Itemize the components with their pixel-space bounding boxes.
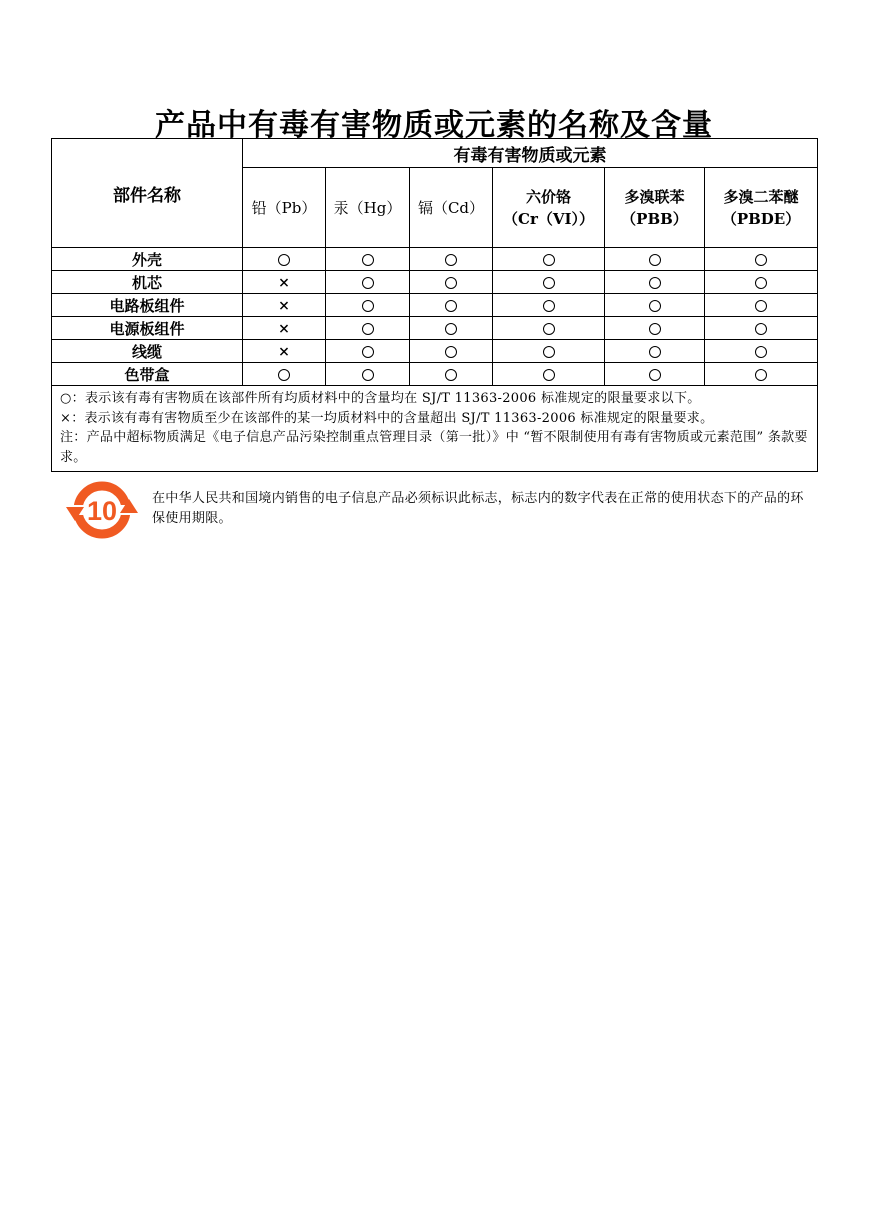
column-header-line2: （PBDE） bbox=[721, 209, 801, 228]
note-circle-definition: ○：表示该有毒有害物质在该部件所有均质材料中的含量均在 SJ/T 11363-2006 标准规定的限量要求以下。 bbox=[60, 391, 701, 406]
compliant-mark-cell bbox=[243, 363, 326, 386]
compliant-mark-cell bbox=[493, 340, 605, 363]
epup-description: 在中华人民共和国境内销售的电子信息产品必须标识此标志，标志内的数字代表在正常的使用状态下的产品的环保使用期限。 bbox=[152, 491, 804, 526]
circle-mark-icon bbox=[543, 300, 555, 312]
epup-number: 10 bbox=[86, 496, 118, 526]
compliant-mark-cell bbox=[705, 294, 818, 317]
page-title: 产品中有毒有害物质或元素的名称及含量 bbox=[155, 108, 713, 143]
circle-mark-icon bbox=[362, 369, 374, 381]
substance-column-header bbox=[326, 168, 410, 248]
part-name-cell: 外壳 bbox=[52, 248, 243, 271]
column-header-line1: 汞（Hg） bbox=[333, 198, 402, 217]
substance-column-header bbox=[605, 168, 705, 248]
substance-group-header: 有毒有害物质或元素 bbox=[243, 139, 818, 168]
circle-mark-icon bbox=[445, 277, 457, 289]
circle-mark-icon bbox=[362, 300, 374, 312]
exceeds-mark-cell bbox=[243, 317, 326, 340]
compliant-mark-cell bbox=[410, 248, 493, 271]
circle-mark-icon bbox=[649, 323, 661, 335]
compliant-mark-cell bbox=[705, 248, 818, 271]
column-header-line2: （Cr（VI）） bbox=[503, 209, 594, 228]
circle-mark-icon bbox=[755, 323, 767, 335]
compliant-mark-cell bbox=[243, 248, 326, 271]
column-header-line1: 多溴联苯 bbox=[624, 187, 685, 206]
note-cross-definition: ×：表示该有毒有害物质至少在该部件的某一均质材料中的含量超出 SJ/T 11363-2006 标准规定的限量要求。 bbox=[60, 410, 714, 426]
circle-mark-icon bbox=[755, 254, 767, 266]
compliant-mark-cell bbox=[326, 271, 410, 294]
circle-mark-icon bbox=[362, 346, 374, 358]
circle-mark-icon bbox=[362, 323, 374, 335]
cross-mark-icon: × bbox=[278, 344, 290, 360]
circle-mark-icon bbox=[649, 300, 661, 312]
cross-mark-icon: × bbox=[278, 298, 290, 314]
circle-mark-icon bbox=[649, 254, 661, 266]
circle-mark-icon bbox=[278, 254, 290, 266]
table-row bbox=[52, 317, 818, 340]
circle-mark-icon bbox=[649, 277, 661, 289]
compliant-mark-cell bbox=[605, 294, 705, 317]
circle-mark-icon bbox=[362, 277, 374, 289]
circle-mark-icon bbox=[755, 346, 767, 358]
table-row bbox=[52, 340, 818, 363]
compliant-mark-cell bbox=[705, 317, 818, 340]
circle-mark-icon bbox=[755, 300, 767, 312]
part-name-cell: 色带盒 bbox=[52, 363, 243, 386]
compliant-mark-cell bbox=[326, 340, 410, 363]
compliant-mark-cell bbox=[493, 363, 605, 386]
circle-mark-icon bbox=[445, 323, 457, 335]
column-header-line1: 多溴二苯醚 bbox=[723, 187, 799, 206]
column-header-line1: 镉（Cd） bbox=[417, 198, 485, 217]
exceeds-mark-cell bbox=[243, 294, 326, 317]
substance-column-header bbox=[705, 168, 818, 248]
circle-mark-icon bbox=[445, 300, 457, 312]
circle-mark-icon bbox=[755, 369, 767, 381]
compliant-mark-cell bbox=[705, 363, 818, 386]
compliant-mark-cell bbox=[410, 363, 493, 386]
compliant-mark-cell bbox=[326, 363, 410, 386]
compliant-mark-cell bbox=[605, 340, 705, 363]
compliant-mark-cell bbox=[326, 317, 410, 340]
part-name-cell: 机芯 bbox=[52, 271, 243, 294]
column-header-line1: 铅（Pb） bbox=[251, 198, 317, 217]
circle-mark-icon bbox=[445, 346, 457, 358]
circle-mark-icon bbox=[543, 323, 555, 335]
part-name-header: 部件名称 bbox=[52, 139, 243, 248]
hazardous-substance-table bbox=[51, 138, 818, 472]
epup-logo-icon bbox=[66, 479, 138, 541]
circle-mark-icon bbox=[278, 369, 290, 381]
compliant-mark-cell bbox=[410, 294, 493, 317]
compliant-mark-cell bbox=[493, 294, 605, 317]
compliant-mark-cell bbox=[326, 248, 410, 271]
cross-mark-icon: × bbox=[278, 275, 290, 291]
compliant-mark-cell bbox=[605, 363, 705, 386]
compliant-mark-cell bbox=[605, 317, 705, 340]
exceeds-mark-cell bbox=[243, 340, 326, 363]
circle-mark-icon bbox=[649, 346, 661, 358]
circle-mark-icon bbox=[543, 254, 555, 266]
substance-column-header bbox=[410, 168, 493, 248]
cross-mark-icon: × bbox=[278, 321, 290, 337]
part-name-cell: 线缆 bbox=[52, 340, 243, 363]
substance-column-header bbox=[243, 168, 326, 248]
compliant-mark-cell bbox=[326, 294, 410, 317]
note-exemption: 注：产品中超标物质满足《电子信息产品污染控制重点管理目录（第一批）》中 “暂不限制使用有毒有害物质或元素范围” 条款要求。 bbox=[60, 430, 808, 465]
exceeds-mark-cell bbox=[243, 271, 326, 294]
circle-mark-icon bbox=[445, 369, 457, 381]
table-row bbox=[52, 248, 818, 271]
compliant-mark-cell bbox=[410, 340, 493, 363]
part-name-cell: 电路板组件 bbox=[52, 294, 243, 317]
column-header-line2: （PBB） bbox=[621, 209, 688, 228]
compliant-mark-cell bbox=[605, 271, 705, 294]
circle-mark-icon bbox=[445, 254, 457, 266]
compliant-mark-cell bbox=[410, 317, 493, 340]
table-row bbox=[52, 271, 818, 294]
circle-mark-icon bbox=[543, 346, 555, 358]
circle-mark-icon bbox=[649, 369, 661, 381]
table-row bbox=[52, 294, 818, 317]
circle-mark-icon bbox=[543, 277, 555, 289]
part-name-cell: 电源板组件 bbox=[52, 317, 243, 340]
circle-mark-icon bbox=[755, 277, 767, 289]
compliant-mark-cell bbox=[493, 271, 605, 294]
compliant-mark-cell bbox=[705, 340, 818, 363]
table-row bbox=[52, 363, 818, 386]
substance-column-header bbox=[493, 168, 605, 248]
compliant-mark-cell bbox=[605, 248, 705, 271]
circle-mark-icon bbox=[543, 369, 555, 381]
compliant-mark-cell bbox=[493, 317, 605, 340]
column-header-line1: 六价铬 bbox=[525, 187, 571, 206]
circle-mark-icon bbox=[362, 254, 374, 266]
notes-cell bbox=[52, 386, 818, 472]
compliant-mark-cell bbox=[493, 248, 605, 271]
compliant-mark-cell bbox=[705, 271, 818, 294]
compliant-mark-cell bbox=[410, 271, 493, 294]
